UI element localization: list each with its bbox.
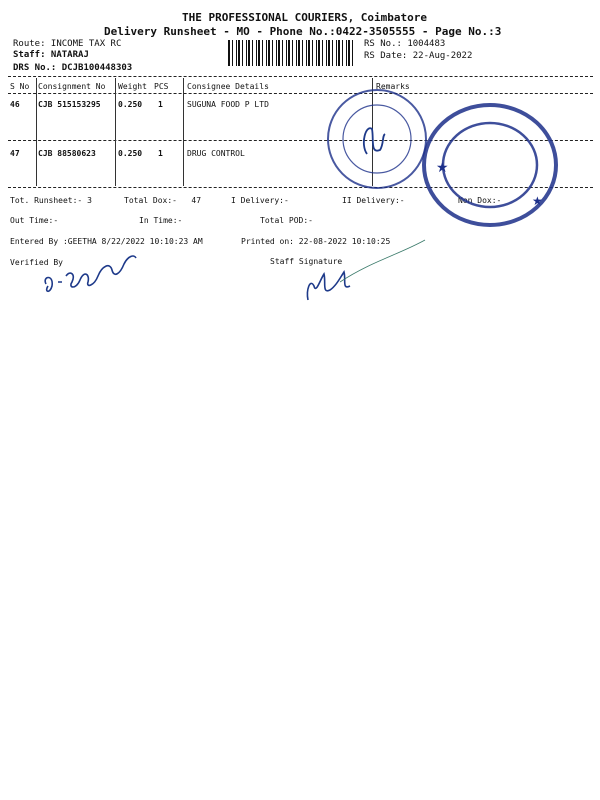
drugs-control-stamp (420, 100, 560, 230)
drs-number: DRS No.: DCJB100448303 (13, 63, 133, 73)
row-sno: 46 (10, 100, 20, 109)
barcode-bar (322, 40, 323, 66)
barcode-bar (242, 40, 243, 66)
barcode-bar (332, 40, 333, 66)
column-divider (115, 78, 116, 186)
header-remarks: Remarks (376, 82, 410, 91)
barcode-bar (352, 40, 353, 66)
row-consignee: DRUG CONTROL (187, 149, 245, 158)
route-label: Route: INCOME TAX RC (13, 39, 122, 49)
barcode-bar (268, 40, 270, 66)
barcode-bar (296, 40, 297, 66)
in-time: In Time:- (139, 216, 183, 225)
out-time: Out Time:- (10, 216, 59, 225)
rs-date: RS Date: 22-Aug-2022 (364, 51, 473, 61)
table-header-rule (8, 93, 593, 94)
barcode-bar (258, 40, 260, 66)
printed-on: Printed on: 22-08-2022 10:10:25 (241, 237, 391, 246)
header-consignment: Consignment No (38, 82, 106, 91)
barcode (228, 40, 356, 66)
staff-signature (300, 250, 440, 310)
verifier-signature (40, 248, 140, 298)
barcode-bar (248, 40, 250, 66)
header-sno: S No (10, 82, 30, 91)
row-weight: 0.250 (118, 149, 143, 158)
barcode-bar (252, 40, 253, 66)
row-consignment: CJB 88580623 (38, 149, 96, 158)
barcode-bar (286, 40, 287, 66)
barcode-bar (276, 40, 277, 66)
rs-number: RS No.: 1004483 (364, 39, 446, 49)
barcode-bar (328, 40, 330, 66)
ii-delivery: II Delivery:- (342, 196, 405, 205)
svg-text:★: ★ (532, 194, 543, 208)
header-pcs: PCS (154, 82, 169, 91)
i-delivery: I Delivery:- (231, 196, 289, 205)
barcode-bar (342, 40, 343, 66)
row-pcs: 1 (158, 100, 163, 109)
barcode-bar (346, 40, 347, 66)
barcode-bar (348, 40, 350, 66)
barcode-bar (236, 40, 237, 66)
barcode-bar (312, 40, 313, 66)
barcode-bar (238, 40, 240, 66)
barcode-bar (318, 40, 320, 66)
row-consignee: SUGUNA FOOD P LTD (187, 100, 269, 109)
barcode-bar (288, 40, 290, 66)
verified-by: Verified By (10, 258, 63, 267)
non-dox: Non Dox:- (458, 196, 502, 205)
staff-label: Staff: NATARAJ (13, 50, 89, 60)
staff-signature-label: Staff Signature (270, 257, 343, 266)
column-divider (183, 78, 184, 186)
row-consignment: CJB 515153295 (38, 100, 101, 109)
barcode-bar (232, 40, 233, 66)
svg-text:★: ★ (436, 160, 449, 176)
table-top-rule (8, 76, 593, 77)
suguna-stamp (322, 84, 432, 194)
total-pod: Total POD:- (260, 216, 313, 225)
runsheet-subtitle: Delivery Runsheet - MO - Phone No.:0422-3505555 - Page No.:3 (104, 25, 502, 38)
barcode-bar (302, 40, 303, 66)
row-weight: 0.250 (118, 100, 143, 109)
barcode-bar (306, 40, 307, 66)
entered-by: Entered By :GEETHA 8/22/2022 10:10:23 AM (10, 237, 203, 246)
barcode-bar (326, 40, 327, 66)
barcode-bar (228, 40, 230, 66)
barcode-bar (298, 40, 300, 66)
barcode-bar (308, 40, 310, 66)
column-divider (36, 78, 37, 186)
barcode-bar (266, 40, 267, 66)
barcode-bar (278, 40, 280, 66)
company-title: THE PROFESSIONAL COURIERS, Coimbatore (182, 11, 428, 24)
tot-runsheet: Tot. Runsheet:- 3 (10, 196, 92, 205)
barcode-bar (292, 40, 293, 66)
row-sno: 47 (10, 149, 20, 158)
barcode-bar (262, 40, 263, 66)
row-pcs: 1 (158, 149, 163, 158)
barcode-bar (282, 40, 283, 66)
barcode-bar (338, 40, 340, 66)
barcode-bar (316, 40, 317, 66)
barcode-bar (246, 40, 247, 66)
header-consignee: Consignee Details (187, 82, 269, 91)
total-dox: Total Dox:- 47 (124, 196, 202, 205)
barcode-bar (272, 40, 273, 66)
barcode-bar (336, 40, 337, 66)
barcode-bar (256, 40, 257, 66)
header-weight: Weight (118, 82, 147, 91)
